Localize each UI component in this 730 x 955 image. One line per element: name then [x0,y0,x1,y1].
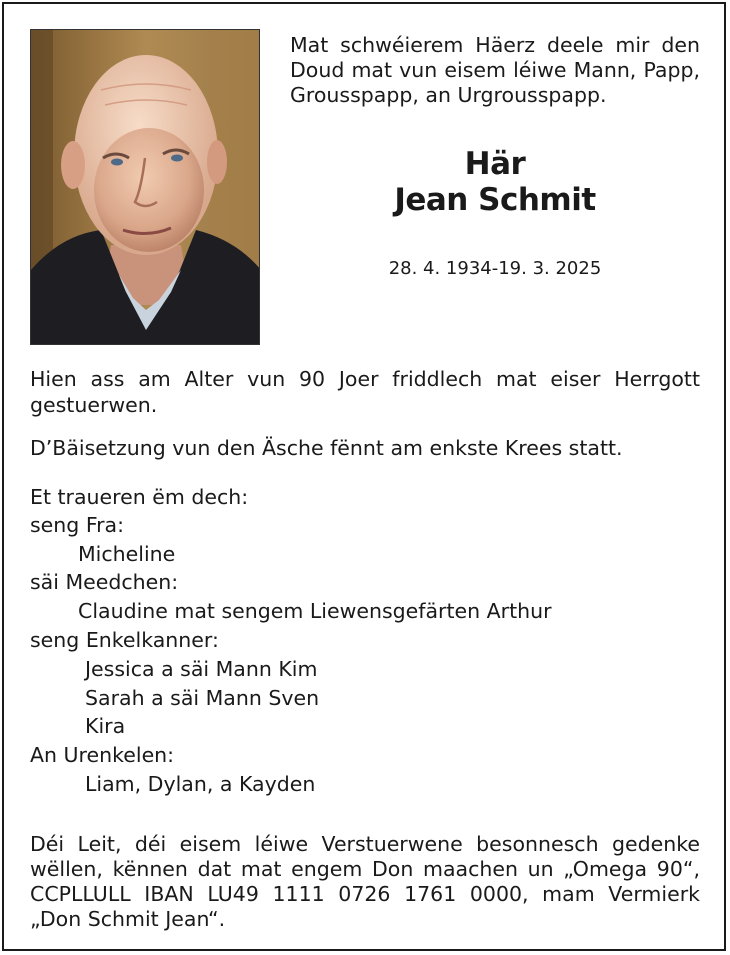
daughter-label: säi Meedchen: [30,570,179,594]
great-grandchildren-label: An Urenkelen: [30,743,175,767]
life-dates: 28. 4. 1934-19. 3. 2025 [388,258,602,279]
daughter-name: Claudine mat sengem Liewensgefärten Arthur [78,599,552,623]
wife-name: Micheline [78,542,176,566]
deceased-name: Jean Schmit [394,182,596,218]
grandchildren-label: seng Enkelkanner: [30,628,219,652]
grandchild-2: Sarah a säi Mann Sven [85,686,320,710]
intro-text: Mat schwéierem Häerz deele mir den Doud mat vun eisem léiwe Mann, Papp, Grousspapp, an Urgrousspapp. [290,33,700,107]
portrait-photo [30,29,260,345]
grandchild-1: Jessica a säi Mann Kim [85,657,318,681]
wife-label: seng Fra: [30,513,125,537]
mourners-heading: Et traueren ëm dech: [30,485,249,509]
honorific: Här [464,146,526,182]
burial-notice-text: D’Bäisetzung vun den Äsche fënnt am enkste Krees statt. [30,436,623,460]
death-notice-text: Hien ass am Alter vun 90 Joer friddlech mat eiser Herrgott gestuerwen. [30,367,700,417]
donation-text: Déi Leit, déi eisem léiwe Verstuerwene besonnesch gedenke wëllen, kënnen dat mat engem Don maachen un „Omega 90“, CCPLLULL IBAN LU49 1111 0726 1761 0000, mam Vermierk „Don Schmit Jean“. [30,832,700,931]
grandchild-3: Kira [85,714,126,738]
great-grandchildren-names: Liam, Dylan, a Kayden [85,772,316,796]
